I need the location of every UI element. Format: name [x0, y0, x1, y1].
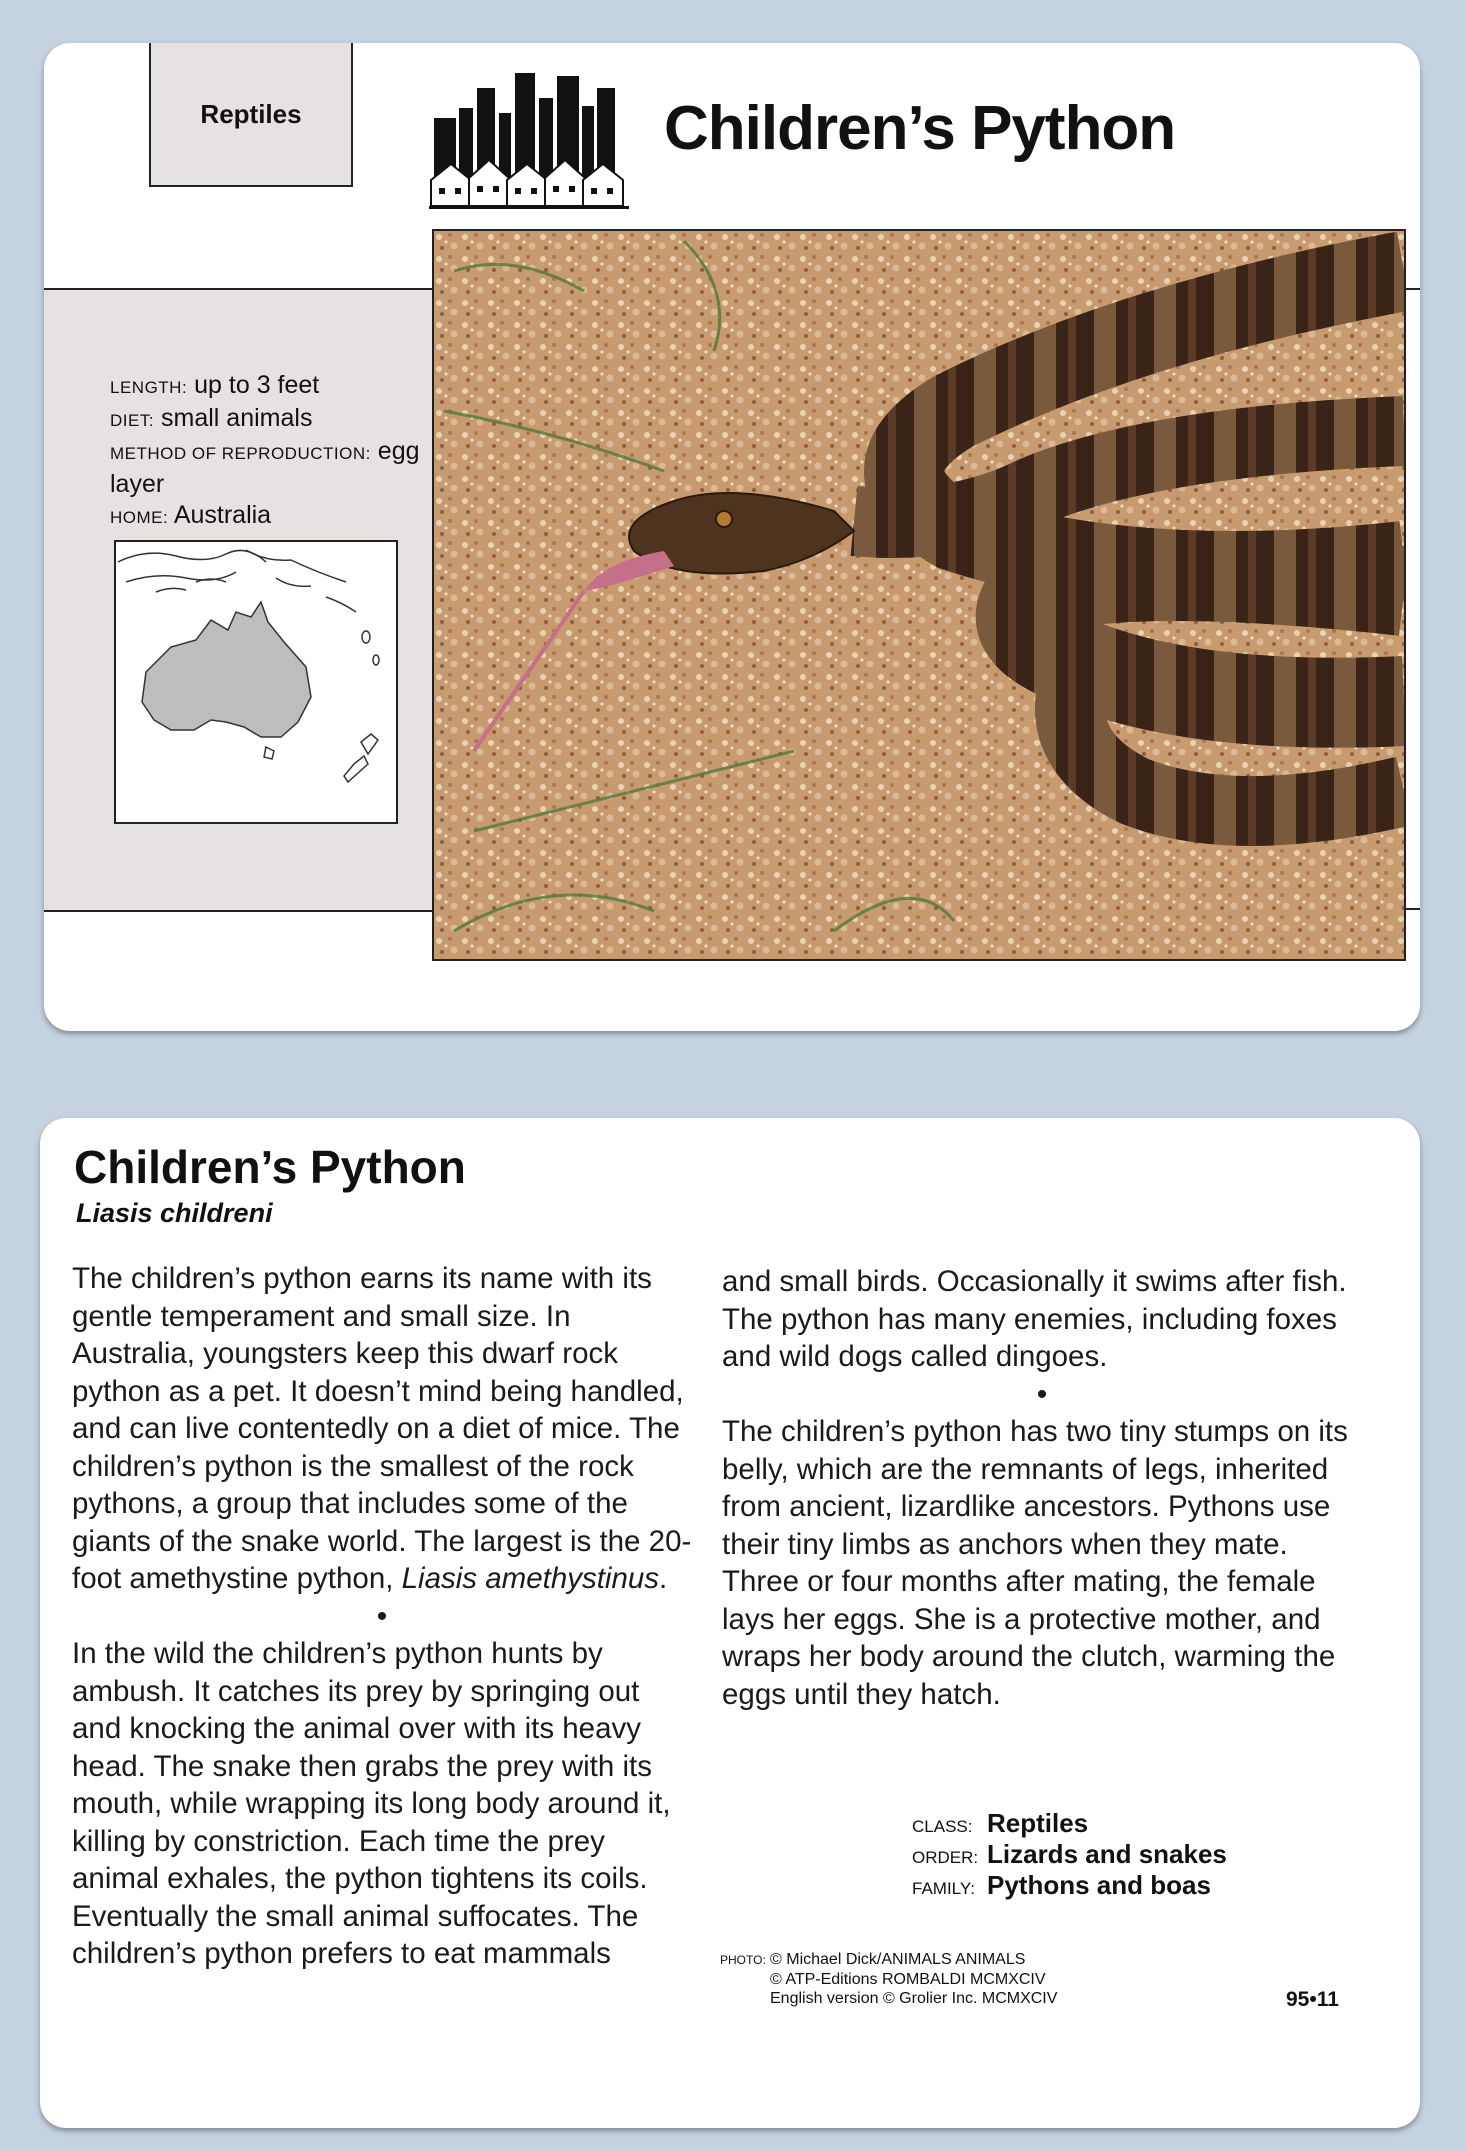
paragraph: The children’s python has two tiny stumps on its belly, which are the remnants of legs, inherited from ancient, lizardlike ancestors. Pythons use their tiny limbs as anchors when they mate. Three or four months after mating, the female lays her eggs. She is a protective mother, and wraps her body around the clutch, warming the eggs until they hatch.: [722, 1415, 1348, 1711]
fact-reproduction: [110, 436, 430, 500]
fact-list: [110, 370, 430, 533]
front-card: [44, 43, 1420, 1031]
fact-label: LENGTH:: [110, 378, 188, 397]
taxonomy-label: CLASS:: [912, 1817, 973, 1836]
credit-text: © Michael Dick/ANIMALS ANIMALS: [770, 1951, 1026, 1968]
fact-value: small animals: [161, 404, 313, 432]
fact-value: Australia: [173, 501, 272, 529]
python-illustration: [434, 231, 1404, 959]
fact-value: egg layer: [110, 437, 420, 498]
taxonomy-value: Pythons and boas: [987, 1870, 1211, 1900]
paragraph: [72, 1260, 692, 1598]
taxonomy-family: [912, 1870, 1227, 1901]
paragraph-text: The children’s python earns its name with its gentle temperament and small size. In Australia, youngsters keep this dwarf rock python as a pet. It doesn’t mind being handled, and can live contentedly on a diet of mice. The children’s python is the smallest of the rock pythons, a group that includes some of the giants of the snake world. The largest is the 20-foot amethystine python,: [72, 1262, 692, 1595]
taxonomy-label: FAMILY:: [912, 1879, 975, 1898]
card-number: 95•11: [1286, 1988, 1339, 2011]
paragraph: and small birds. Occasionally it swims after fish. The python has many enemies, including foxes and wild dogs called dingoes.: [722, 1265, 1347, 1373]
back-title: Children’s Python: [74, 1141, 466, 1193]
fact-value: up to 3 feet: [194, 371, 320, 399]
credit-line: English version © Grolier Inc. MCMXCIV: [770, 1990, 1058, 2007]
italic-species: Liasis amethystinus: [401, 1562, 660, 1595]
separator-dot: •: [376, 1599, 388, 1633]
paragraph: In the wild the children’s python hunts by ambush. It catches its prey by springing out and knocking the animal over with its heavy head. The snake then grabs the prey with its mouth, while wrapping its long body around it, killing by constriction. Each time the prey animal exhales, the python tightens its coils. Eventually the small animal suffocates. The children’s python prefers to eat mammals: [72, 1637, 671, 1970]
australia-map: [114, 540, 398, 824]
category-label: Reptiles: [200, 98, 302, 129]
photo-credits: [720, 1950, 1057, 2008]
category-box: [149, 43, 353, 187]
credit-label: PHOTO:: [720, 1953, 766, 1967]
fact-label: DIET:: [110, 411, 155, 430]
taxonomy-value: Reptiles: [987, 1808, 1089, 1838]
taxonomy-order: [912, 1839, 1227, 1870]
snake-photo: [432, 229, 1406, 961]
scientific-name: Liasis childreni: [76, 1198, 273, 1228]
map-icon: [116, 542, 396, 822]
credit-line: [720, 1950, 1057, 1970]
australia-shape: [142, 602, 311, 737]
city-skyline-icon: [429, 68, 629, 210]
credit-line: © ATP-Editions ROMBALDI MCMXCIV: [770, 1971, 1046, 1988]
fact-diet: [110, 403, 430, 436]
text-column-1: [72, 1260, 692, 1973]
back-card: [40, 1118, 1420, 2128]
taxonomy-value: Lizards and snakes: [987, 1839, 1227, 1869]
taxonomy-label: ORDER:: [912, 1848, 979, 1867]
taxonomy-class: [912, 1808, 1227, 1839]
fact-length: [110, 370, 430, 403]
card-title: Children’s Python: [664, 94, 1176, 163]
text-column-2: [722, 1263, 1362, 1713]
paragraph-end: .: [659, 1562, 668, 1595]
divider: [1404, 908, 1420, 910]
fact-label: METHOD OF REPRODUCTION:: [110, 444, 371, 463]
fact-home: [110, 500, 430, 533]
divider: [1404, 288, 1420, 290]
fact-label: HOME:: [110, 508, 169, 527]
taxonomy-block: [912, 1808, 1227, 1901]
separator-dot: •: [1036, 1377, 1048, 1411]
